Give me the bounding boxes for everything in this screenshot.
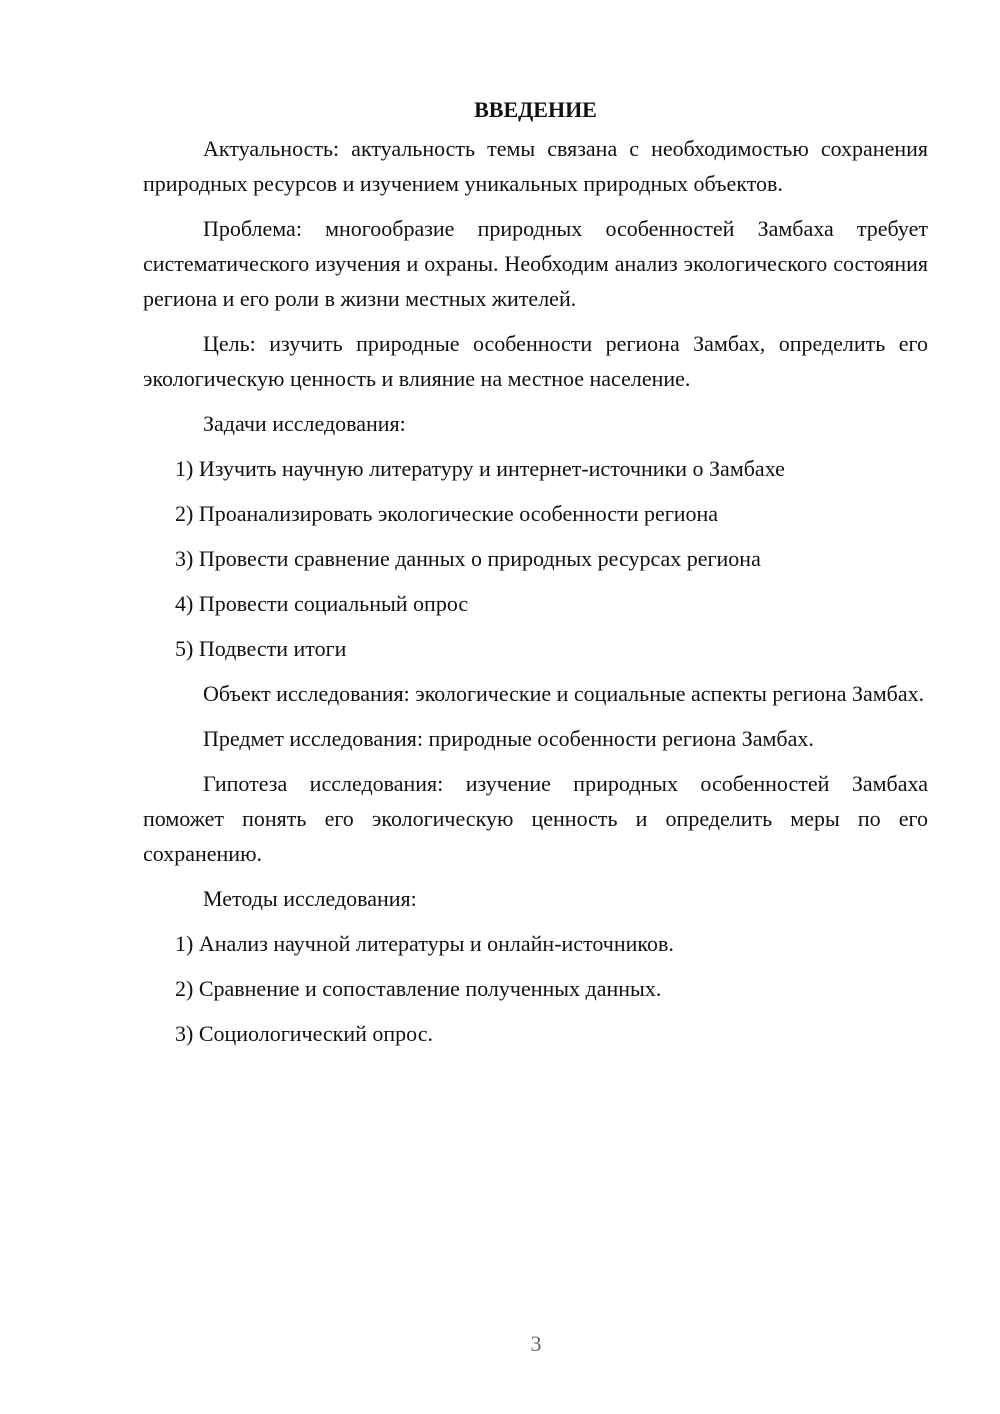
method-item: 3) Социологический опрос. <box>175 1021 433 1046</box>
task-item: 3) Провести сравнение данных о природных ресурсах региона <box>175 546 761 571</box>
section-title: ВВЕДЕНИЕ <box>474 97 597 122</box>
document-page <box>143 92 928 1061</box>
goal-paragraph: Цель: изучить природные особенности региона Замбах, определить его экологическую ценность и влияние на местное население. <box>143 331 928 391</box>
problem-paragraph: Проблема: многообразие природных особенностей Замбаха требует систематического изучения и охраны. Необходим анализ экологического состояния региона и его роли в жизни местных жителей. <box>143 216 928 311</box>
relevance-paragraph: Актуальность: актуальность темы связана с необходимостью сохранения природных ресурсов и изучением уникальных природных объектов. <box>143 136 928 196</box>
hypothesis-paragraph: Гипотеза исследования: изучение природных особенностей Замбаха поможет понять его экологическую ценность и определить меры по его сохранению. <box>143 771 928 866</box>
tasks-label: Задачи исследования: <box>203 411 406 436</box>
task-item: 1) Изучить научную литературу и интернет-источники о Замбахе <box>175 456 785 481</box>
page-number: 3 <box>530 1331 542 1356</box>
task-item: 2) Проанализировать экологические особенности региона <box>175 501 719 526</box>
object-paragraph: Объект исследования: экологические и социальные аспекты региона Замбах. <box>203 681 925 706</box>
task-item: 4) Провести социальный опрос <box>175 591 469 616</box>
method-item: 1) Анализ научной литературы и онлайн-источников. <box>175 931 674 956</box>
task-item: 5) Подвести итоги <box>175 636 347 661</box>
method-item: 2) Сравнение и сопоставление полученных данных. <box>175 976 662 1001</box>
methods-label: Методы исследования: <box>203 886 417 911</box>
subject-paragraph: Предмет исследования: природные особенности региона Замбах. <box>203 726 814 751</box>
